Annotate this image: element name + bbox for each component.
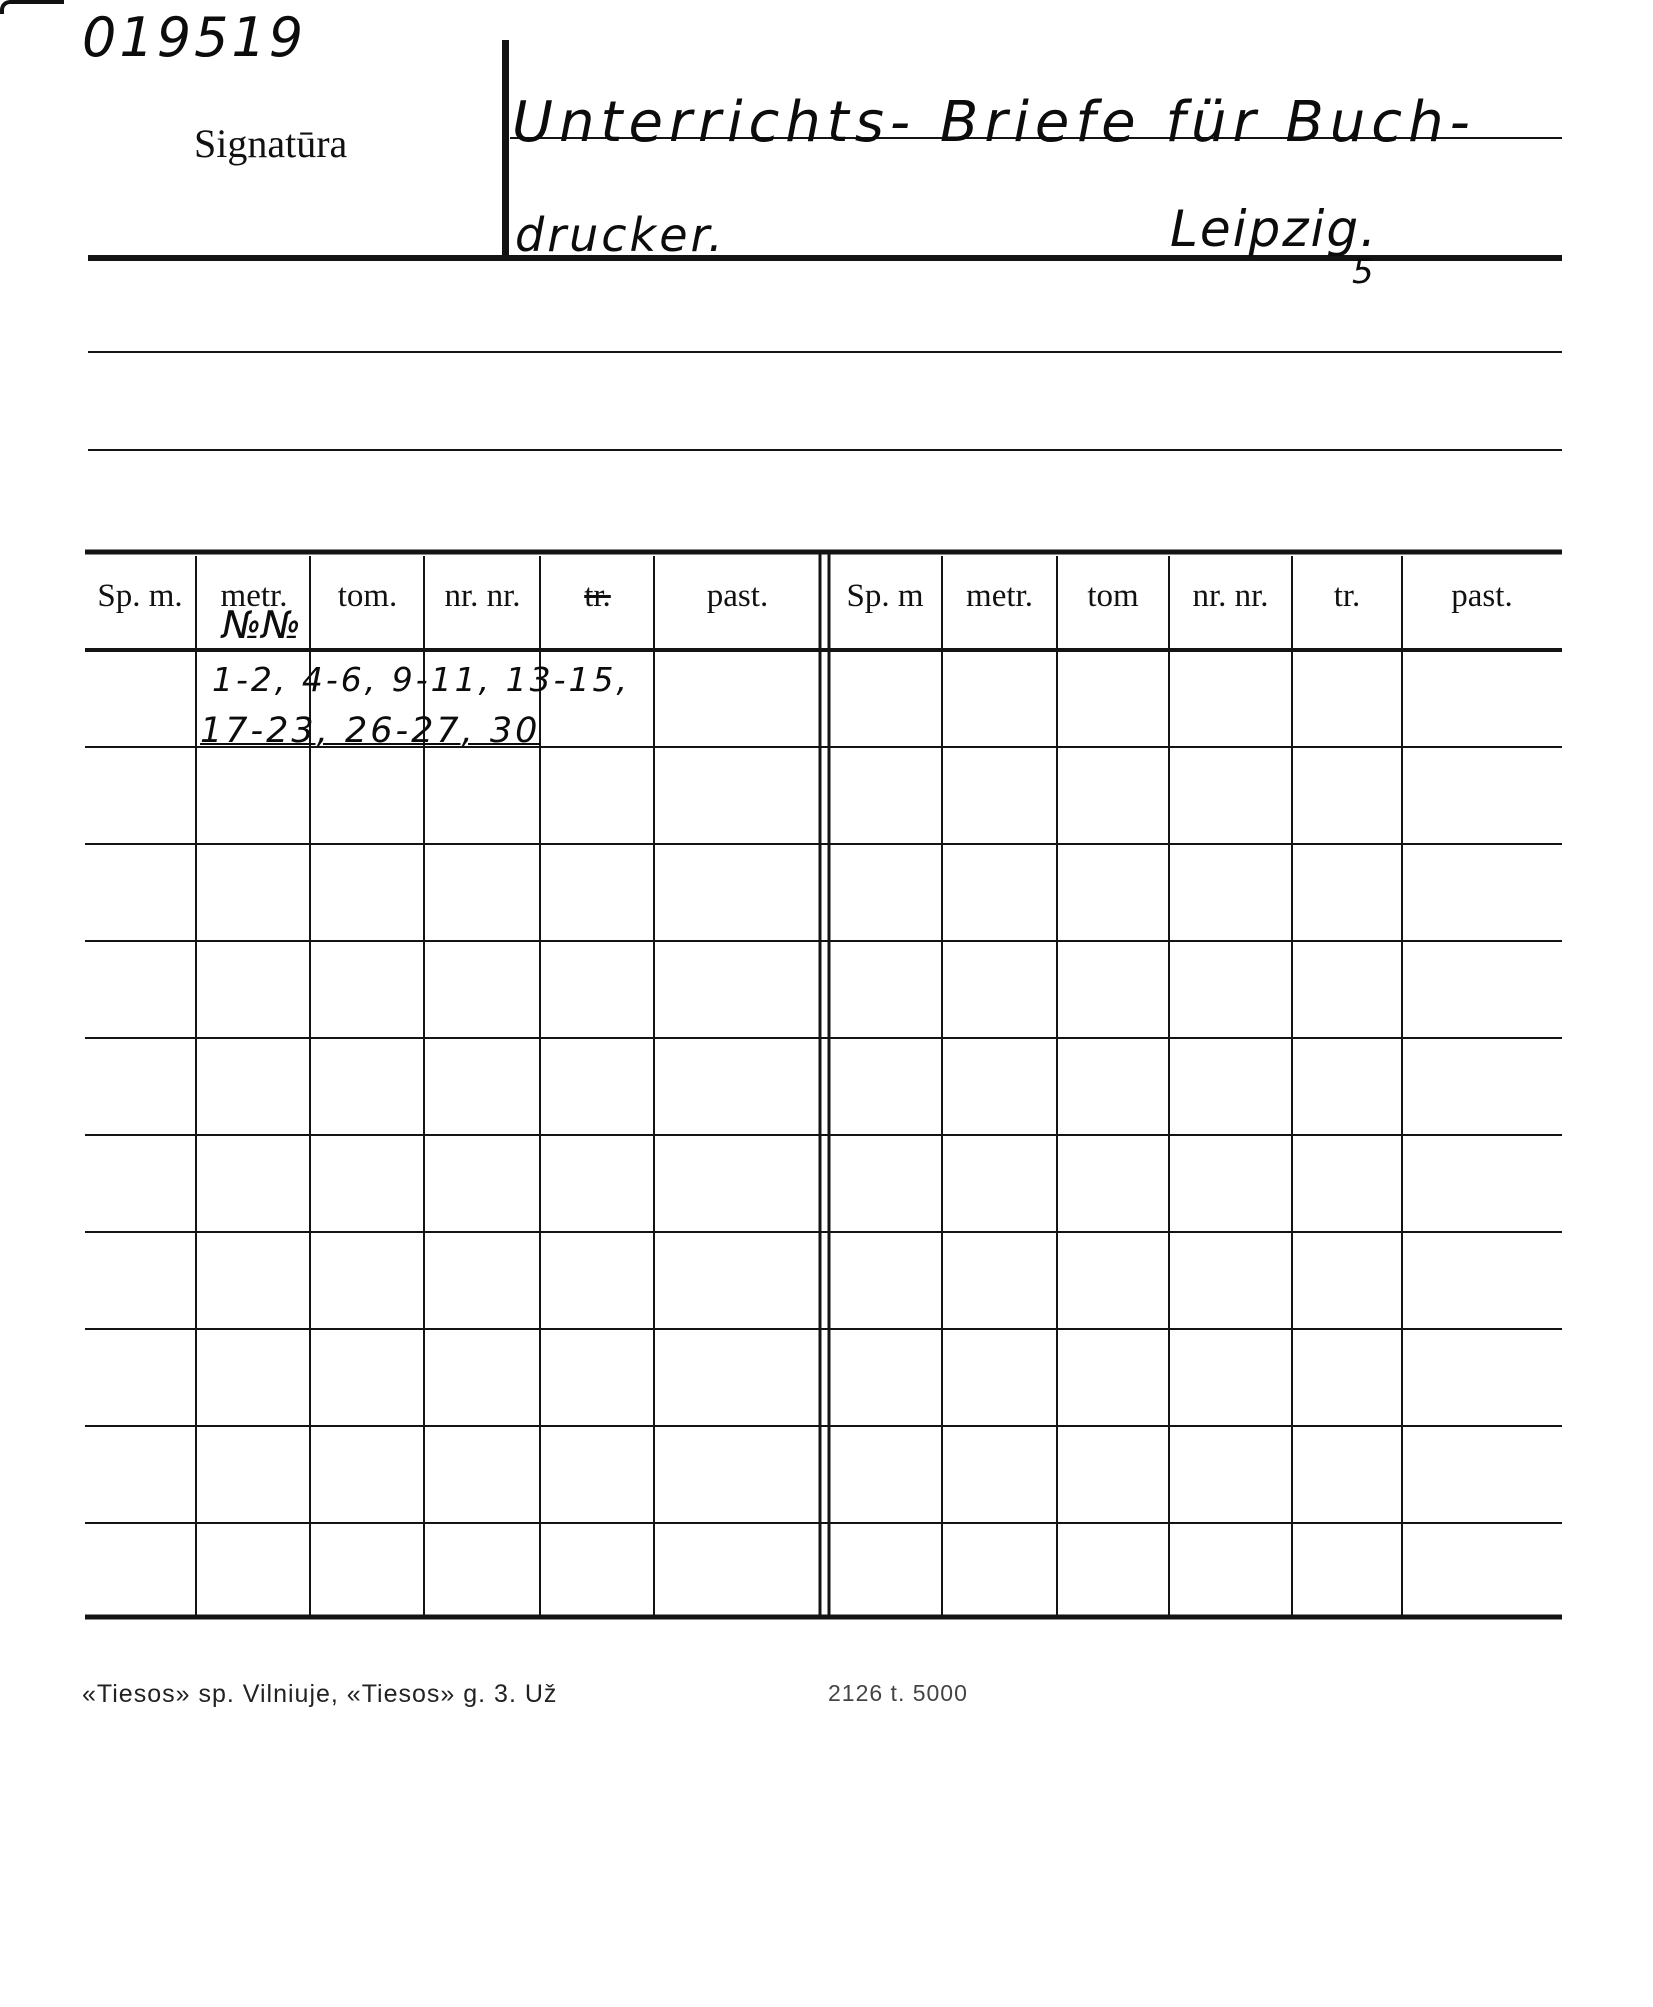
signature-label: Signatūra [194, 121, 348, 166]
header-nr-nr-left: nr. nr. [444, 578, 521, 614]
holdings-entry-line-1: 1-2, 4-6, 9-11, 13-15, [212, 660, 631, 699]
print-run: 2126 t. 5000 [828, 1680, 968, 1706]
header-tr-right: tr. [1333, 578, 1361, 614]
place-mark: 5 [1352, 252, 1374, 292]
header-sp-m-right: Sp. m [846, 578, 924, 614]
header-metr-right: metr. [966, 578, 1033, 614]
header-metr-left: metr. [220, 578, 288, 614]
corner-mark [0, 0, 64, 14]
title-bar [502, 40, 509, 255]
header-past-right: past. [1451, 578, 1513, 614]
header-nr-nr-right: nr. nr. [1192, 578, 1269, 614]
header-sp-m-left: Sp. m. [97, 578, 183, 614]
title-line-2: drucker. [515, 208, 726, 262]
header-tom-left: tom. [337, 578, 398, 614]
place-of-publication: Leipzig. [1170, 200, 1379, 258]
header-past-left: past. [706, 578, 769, 614]
printer-imprint: «Tiesos» sp. Vilniuje, «Tiesos» g. 3. Už [82, 1680, 558, 1708]
title-line-1: Unterrichts- Briefe für Buch- [512, 90, 1476, 155]
metr-annotation: №№ [222, 603, 302, 647]
holdings-entry-line-2: 17-23, 26-27, 30 [200, 711, 541, 751]
header-tr-left-struck: tr. [584, 578, 611, 614]
catalog-number: 019519 [82, 6, 307, 69]
header-tom-right: tom [1087, 578, 1139, 614]
